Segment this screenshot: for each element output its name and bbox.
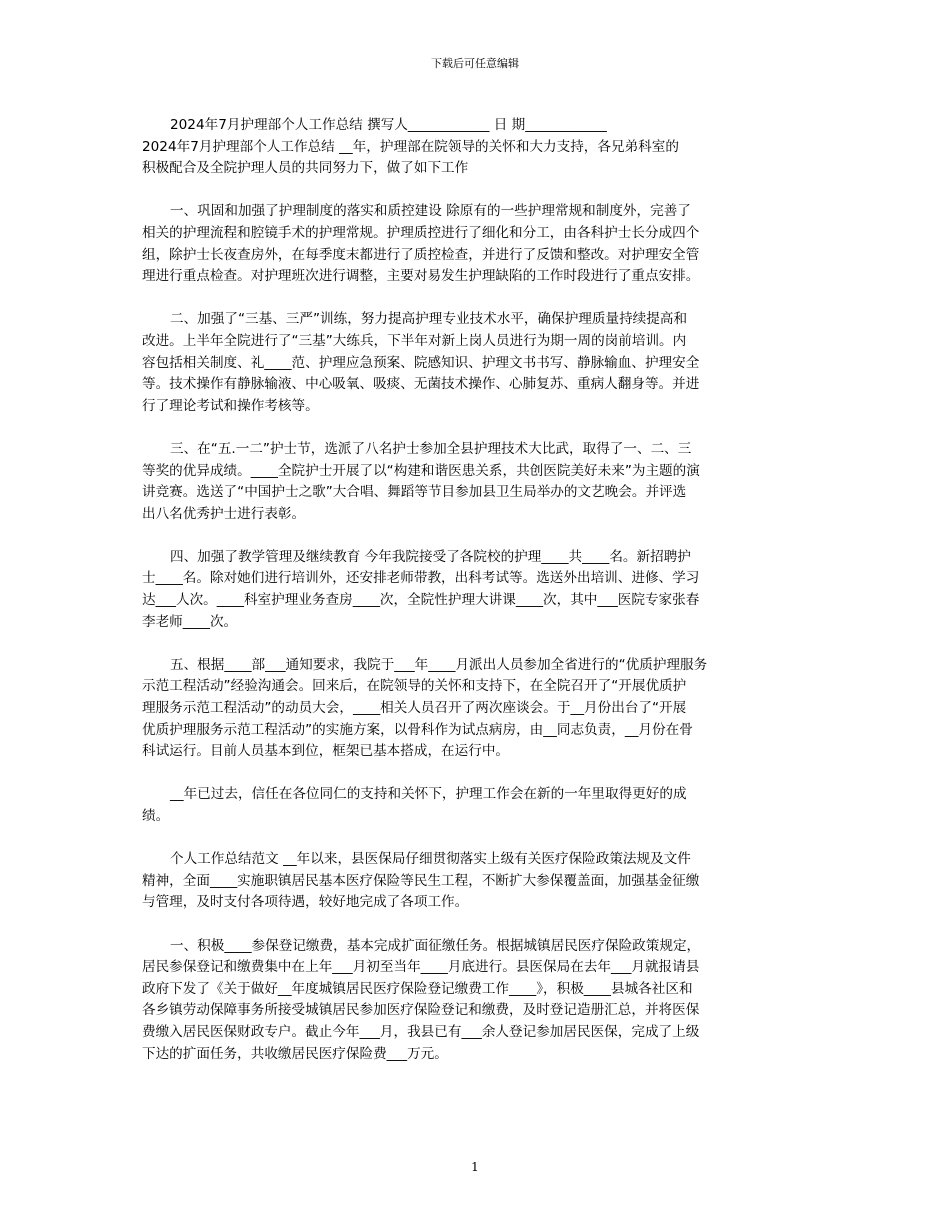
paragraph	[142, 201, 810, 287]
paragraph	[142, 936, 810, 1066]
paragraph-line: 下达的扩面任务，共收缴居民医疗保险费___万元。	[142, 1045, 448, 1062]
paragraph-line: 组，除护士长夜查房外，在每季度末都进行了质控检查，并进行了反馈和整改。对护理安全管	[142, 246, 700, 263]
paragraph	[142, 784, 810, 827]
paragraph-line: 各乡镇劳动保障事务所接受城镇居民参加医疗保险登记和缴费，及时登记造册汇总，并将医保	[142, 1002, 700, 1019]
paragraph	[142, 439, 810, 525]
paragraph-line: 容包括相关制度、礼____范、护理应急预案、院感知识、护理文书书写、静脉输血、护理安全	[142, 354, 700, 371]
paragraph	[142, 115, 810, 180]
paragraph-line: 绩。	[142, 808, 170, 824]
page-number: 1	[471, 1160, 479, 1174]
paragraph-line: 改进。上半年全院进行了“三基”大练兵，下半年对新上岗人员进行为期一周的岗前培训。内	[142, 332, 687, 349]
paragraph-line: 等奖的优异成绩。____全院护士开展了以“构建和谐医患关系，共创医院美好未来”为主题的演	[142, 462, 700, 479]
paragraph-line: 达___人次。____科室护理业务查房____次，全院性护理大讲课____次，其中___医院专家张春	[142, 592, 700, 609]
paragraph-gap	[142, 180, 810, 202]
paragraph-line: 理进行重点检查。对护理班次进行调整，主要对易发生护理缺陷的工作时段进行了重点安排。	[142, 268, 700, 285]
paragraph-line: 积极配合及全院护理人员的共同努力下，做了如下工作	[142, 160, 469, 177]
header-note: 下载后可任意编辑	[431, 57, 519, 70]
paragraph-line: 示范工程活动”经验沟通会。回来后，在院领导的关怀和支持下，在全院召开了“开展优质护	[142, 678, 687, 695]
paragraph-line: 四、加强了教学管理及继续教育 今年我院接受了各院校的护理____共____名。新招聘护	[170, 548, 691, 565]
paragraph-line: 一、积极____参保登记缴费，基本完成扩面征缴任务。根据城镇居民医疗保险政策规定，	[170, 937, 701, 954]
paragraph-gap	[142, 633, 810, 655]
paragraph-line: 精神，全面____实施职镇居民基本医疗保险等民生工程，不断扩大参保覆盖面，加强基金征缴	[142, 872, 700, 889]
paragraph-line: 科试运行。目前人员基本到位，框架已基本搭成，在运行中。	[142, 743, 510, 760]
paragraph	[142, 309, 810, 417]
paragraph-gap	[142, 828, 810, 850]
paragraph-line: 二、加强了“三基、三严”训练，努力提高护理专业技术水平，确保护理质量持续提高和	[170, 311, 688, 328]
paragraph-line: 理服务示范工程活动”的动员大会，____相关人员召开了两次座谈会。于__月份出台了“开展	[142, 700, 687, 717]
paragraph	[142, 849, 810, 914]
paragraph-line: 李老师____次。	[142, 613, 238, 630]
paragraph-line: 2024年7月护理部个人工作总结 __年，护理部在院领导的关怀和大力支持，各兄弟科室的	[142, 138, 679, 155]
paragraph-line: 讲竞赛。选送了“中国护士之歌”大合唱、舞蹈等节目参加县卫生局举办的文艺晚会。并评选	[142, 484, 687, 501]
paragraph-gap	[142, 914, 810, 936]
paragraph	[142, 547, 810, 633]
paragraph-line: 出八名优秀护士进行表彰。	[142, 505, 306, 522]
paragraph-line: 相关的护理流程和腔镜手术的护理常规。护理质控进行了细化和分工，由各科护士长分成四个	[142, 224, 700, 241]
paragraph-gap	[142, 763, 810, 785]
paragraph-line: 居民参保登记和缴费集中在上年___月初至当年____月底进行。县医保局在去年___月就报请县	[142, 959, 700, 976]
paragraph-line: 五、根据____部___通知要求，我院于___年____月派出人员参加全省进行的“优质护理服务	[170, 656, 708, 673]
paragraph-line: 费缴入居民医保财政专户。截止今年___月，我县已有___余人登记参加居民医保，完成了上级	[142, 1023, 700, 1040]
paragraph-line: 优质护理服务示范工程活动”的实施方案，以骨科作为试点病房，由__同志负责，__月份在骨	[142, 721, 693, 738]
paragraph-line: 士____名。除对她们进行培训外，还安排老师带教，出科考试等。选送外出培训、进修、学习	[142, 570, 700, 587]
paragraph-line: 三、在“五.一二”护士节，选派了八名护士参加全县护理技术大比武，取得了一、二、三	[170, 440, 692, 457]
document-body	[142, 115, 810, 1065]
paragraph-gap	[142, 525, 810, 547]
paragraph	[142, 655, 810, 763]
paragraph-line: 与管理，及时支付各项待遇，较好地完成了各项工作。	[142, 894, 469, 911]
paragraph-line: 2024年7月护理部个人工作总结 撰写人____________ 日 期____________	[170, 117, 607, 133]
paragraph-line: 等。技术操作有静脉输液、中心吸氧、吸痰、无菌技术操作、心肺复苏、重病人翻身等。并进	[142, 376, 700, 393]
paragraph-line: 政府下发了《关于做好__年度城镇居民医疗保险登记缴费工作____》，积极____县城各社区和	[142, 980, 693, 997]
paragraph-line: 行了理论考试和操作考核等。	[142, 397, 319, 414]
paragraph-gap	[142, 288, 810, 310]
paragraph-line: __年已过去，信任在各位同仁的支持和关怀下，护理工作会在新的一年里取得更好的成	[170, 786, 687, 803]
paragraph-line: 一、巩固和加强了护理制度的落实和质控建设 除原有的一些护理常规和制度外，完善了	[170, 203, 691, 220]
paragraph-gap	[142, 417, 810, 439]
paragraph-line: 个人工作总结范文 __年以来，县医保局仔细贯彻落实上级有关医疗保险政策法规及文件	[170, 851, 691, 868]
